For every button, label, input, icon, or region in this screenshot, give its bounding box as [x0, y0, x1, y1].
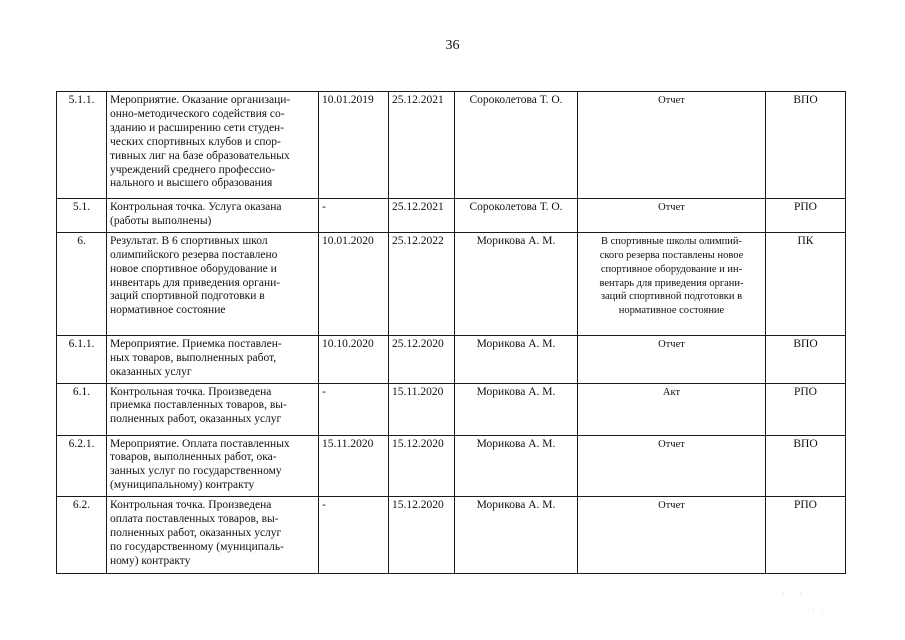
- row-name-cell: [107, 335, 319, 383]
- row-start-date: 10.10.2020: [322, 337, 374, 350]
- table-row: [57, 435, 846, 497]
- row-start-date: 10.01.2019: [322, 94, 374, 106]
- row-end-date: 25.12.2022: [392, 234, 444, 247]
- row-end-date: 15.12.2020: [392, 437, 444, 450]
- row-code: РПО: [793, 385, 817, 398]
- row-end-date-cell: [389, 383, 455, 435]
- row-code: ВПО: [793, 337, 818, 350]
- row-start-date-cell: [319, 435, 389, 497]
- row-start-date: -: [322, 385, 326, 398]
- row-code-cell: [766, 383, 846, 435]
- row-responsible: Морикова А. М.: [476, 437, 556, 450]
- row-document-cell: [578, 497, 766, 574]
- page-number: 36: [445, 38, 460, 53]
- row-number: 6.: [77, 234, 86, 247]
- row-document: Отчет: [658, 500, 685, 512]
- plan-table: [56, 91, 846, 574]
- row-start-date-cell: [319, 199, 389, 233]
- row-number-cell: [57, 199, 107, 233]
- table-row: [57, 335, 846, 383]
- row-name: Контрольная точка. Произведена оплата поставленных товаров, вы- полненных работ, оказанных услуг по государственному (муниципаль- ному) контракту: [110, 499, 284, 567]
- row-document: Акт: [662, 386, 681, 398]
- row-responsible: Морикова А. М.: [476, 337, 556, 350]
- table-row: [57, 232, 846, 335]
- row-start-date-cell: [319, 92, 389, 199]
- row-end-date-cell: [389, 335, 455, 383]
- row-document-cell: [578, 92, 766, 199]
- row-start-date: -: [322, 201, 326, 213]
- row-document: Отчет: [658, 95, 685, 106]
- table-row: [57, 383, 846, 435]
- row-end-date-cell: [389, 92, 455, 199]
- row-name: Мероприятие. Оплата поставленных товаров, выполненных работ, ока- занных услуг по государственному (муниципальному) контракту: [110, 437, 290, 492]
- row-number-cell: [57, 435, 107, 497]
- row-start-date: -: [322, 499, 326, 512]
- row-code: РПО: [793, 499, 817, 512]
- row-code-cell: [766, 199, 846, 233]
- row-number: 6.1.1.: [68, 337, 95, 350]
- row-number: 6.2.1.: [68, 437, 95, 450]
- row-number-cell: [57, 335, 107, 383]
- row-responsible-cell: [455, 383, 578, 435]
- scan-speck: · ·: [812, 606, 826, 615]
- row-responsible-cell: [455, 232, 578, 335]
- row-name-cell: [107, 232, 319, 335]
- row-start-date: 10.01.2020: [322, 234, 374, 247]
- row-start-date-cell: [319, 383, 389, 435]
- plan-table-body: [57, 92, 846, 574]
- row-number-cell: [57, 232, 107, 335]
- row-end-date: 15.11.2020: [392, 385, 444, 398]
- row-responsible: Морикова А. М.: [476, 385, 556, 398]
- row-code: ВПО: [793, 437, 818, 450]
- row-name-cell: [107, 497, 319, 574]
- row-name: Мероприятие. Приемка поставлен- ных товаров, выполненных работ, оказанных услуг: [110, 337, 282, 378]
- row-code-cell: [766, 435, 846, 497]
- row-name: Контрольная точка. Услуга оказана (работы выполнены): [110, 201, 282, 227]
- row-document: Отчет: [658, 438, 685, 450]
- table-row: [57, 92, 846, 199]
- row-code-cell: [766, 497, 846, 574]
- row-responsible-cell: [455, 92, 578, 199]
- row-name: Результат. В 6 спортивных школ олимпийского резерва поставлено новое спортивное оборудование и инвентарь для приведения органи- заций спортивной подготовки в нормативное состояние: [110, 234, 281, 317]
- scan-speck: · · ·: [782, 590, 804, 599]
- row-document: Отчет: [658, 338, 685, 350]
- row-name-cell: [107, 435, 319, 497]
- row-end-date: 15.12.2020: [392, 499, 444, 512]
- row-end-date: 25.12.2021: [392, 94, 444, 106]
- row-document-cell: [578, 383, 766, 435]
- row-document: В спортивные школы олимпий- ского резерва поставлены новое спортивное оборудование и ин- вентарь для приведения органи- заций спортивной подготовки в нормативное состояние: [599, 235, 744, 317]
- row-name-cell: [107, 383, 319, 435]
- row-start-date-cell: [319, 335, 389, 383]
- row-end-date: 25.12.2021: [392, 201, 444, 213]
- row-end-date-cell: [389, 497, 455, 574]
- table-row: [57, 199, 846, 233]
- row-name-cell: [107, 92, 319, 199]
- row-document: Отчет: [658, 202, 685, 213]
- row-document-cell: [578, 199, 766, 233]
- table-row: [57, 497, 846, 574]
- row-number-cell: [57, 92, 107, 199]
- row-code-cell: [766, 232, 846, 335]
- row-name: Мероприятие. Оказание организаци- онно-методического содействия со- зданию и расширению сети студен- ческих спортивных клубов и спор- тивных лиг на базе образовательных учреждений среднего профессио- нального и высшего образования: [110, 94, 291, 190]
- row-responsible: Сороколетова Т. О.: [469, 94, 563, 106]
- row-document-cell: [578, 435, 766, 497]
- row-end-date-cell: [389, 232, 455, 335]
- row-responsible-cell: [455, 335, 578, 383]
- row-responsible-cell: [455, 435, 578, 497]
- row-end-date: 25.12.2020: [392, 337, 444, 350]
- row-document-cell: [578, 335, 766, 383]
- row-responsible-cell: [455, 497, 578, 574]
- row-number: 6.2.: [72, 499, 91, 512]
- row-code: ПК: [797, 234, 814, 247]
- row-number: 5.1.1.: [68, 94, 95, 106]
- row-responsible: Морикова А. М.: [476, 499, 556, 512]
- row-name: Контрольная точка. Произведена приемка поставленных товаров, вы- полненных работ, оказанных услуг: [110, 385, 287, 426]
- row-responsible: Морикова А. М.: [476, 234, 556, 247]
- row-code-cell: [766, 335, 846, 383]
- row-code: ВПО: [793, 94, 818, 106]
- row-responsible-cell: [455, 199, 578, 233]
- row-name-cell: [107, 199, 319, 233]
- row-number-cell: [57, 497, 107, 574]
- row-start-date-cell: [319, 497, 389, 574]
- row-end-date-cell: [389, 435, 455, 497]
- row-responsible: Сороколетова Т. О.: [469, 201, 563, 213]
- row-number-cell: [57, 383, 107, 435]
- row-number: 5.1.: [72, 201, 91, 213]
- row-document-cell: [578, 232, 766, 335]
- row-end-date-cell: [389, 199, 455, 233]
- row-number: 6.1.: [72, 385, 91, 398]
- row-code-cell: [766, 92, 846, 199]
- row-code: РПО: [793, 201, 817, 213]
- row-start-date: 15.11.2020: [322, 437, 374, 450]
- row-start-date-cell: [319, 232, 389, 335]
